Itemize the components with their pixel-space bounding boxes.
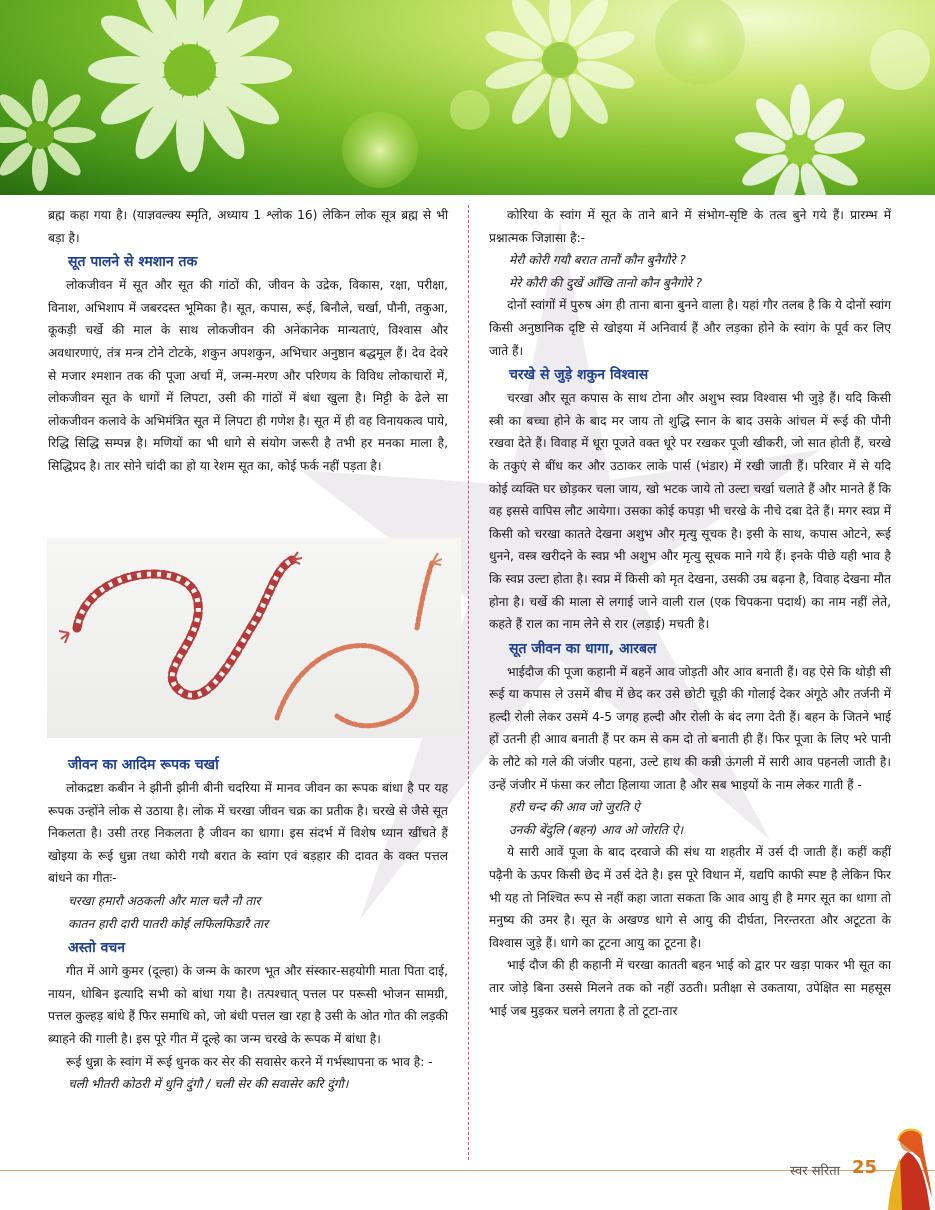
floral-pattern xyxy=(0,0,935,195)
paragraph: दोनों स्वांगों में पुरुष अंग ही ताना बाना बुनने वाला है। यहां गौर तलब है कि ये दोनों स्वांग किसी अनुष्ठानिक दृष्टि से खोइया में अनिवार्य हैं और लड़का होने के स्वांग के पूर्व कर लिए जाते हैं। xyxy=(489,298,891,358)
paragraph: गीत में आगे कुमर (दूल्हा) के जन्म के कारण भूत और संस्कार-सहयोगी माता पिता दाई, नायन, धोबिन इत्यादि सभी को बांधा गया है। तत्पश्चात् पत्तल पर परूसी भोजन सामग्री, पत्तल कुल्हड़ बांधे हैं फिर समाधि को, जो बंधी पत्तल खा रहा है उसी के ओत गोत की लड़की ब्याहने की गाली है। इस पूरे गीत में दूल्हे का जन्म चरखे के रूपक में बांधा है। xyxy=(48,964,448,1046)
thread-bracelets-photo xyxy=(47,538,461,738)
verse-line: मेरौ कोरी गयौ बरात तानौं कौन बुनैगौरे ? xyxy=(509,253,686,268)
paragraph: कोरिया के स्वांग में सूत के ताने बाने में संभोग-सृष्टि के तत्व बुने गये हैं। प्रारम्भ में प्रश्नात्मक जिज्ञासा है:- xyxy=(489,208,891,245)
section-heading: सूत पालने से श्मशान तक xyxy=(68,254,198,271)
column-divider xyxy=(468,205,469,1160)
left-column-lower xyxy=(48,752,448,1096)
paragraph: भाई दौज की ही कहानी में चरखा कातती बहन भाई को द्वार पर खड़ा पाकर भी सूत का तार जोड़े बिना उससे मिलने तक को नहीं उठती। प्रतीक्षा से उकताया, उपेक्षित सा महसूस भाई जब मुड़कर चलने लगता है तो टूटा-तार xyxy=(489,958,892,1018)
paragraph: ब्रह्म कहा गया है। (याज्ञवल्क्य स्मृति, अध्याय 1 श्लोक 16) लेकिन लोक सूत्र ब्रह्म से भी बड़ा है। xyxy=(48,208,448,245)
paragraph: चरखा और सूत कपास के साथ टोना और अशुभ स्वप्न विश्वास भी जुड़े हैं। यदि किसी स्त्री का बच्चा होने के बाद मर जाय तो शुद्धि स्नान के बाद उसके आंचल में रूई की पौनी रखवा देते हैं। विवाह में धूरा पूजते वक्त धूरे पर रखकर पूजी खीकरी, जो सात होती हैं, चरखे के तकुएं से बींध कर और उठाकर लाके पार्स (भंडार) में रखी जाती हैं। परिवार में से यदि कोई व्यक्ति घर छोड़कर चला जाय, खो भटक जाये तो उल्टा चर्खा चलाते हैं और मानते हैं कि वह इससे वापिस लौट आयेगा। उसका कोई कपड़ा भी चरखे के नीचे दबा देते हैं। मगर स्वप्न में किसी को चरखा कातते देखना अशुभ और मृत्यु सूचक है। इसी के साथ, कपास ओटने, रूई धुनने, वस्त्र खरीदने के स्वप्न भी अशुभ और मृत्यु सूचक माने गये हैं। इनके पीछे यही भाव है कि स्वप्न उल्टा होता है। स्वप्न में किसी को मृत देखना, उसकी उम्र बढ़ना है, विवाह देखना मौत होना है। चर्खे की माला से लगाई जाने वाली राल (एक चिपकना पदार्थ) का नाम नहीं लेते, कहते हैं राल का नाम लेने से रार (लड़ाई) मचती है। xyxy=(489,391,891,632)
header-banner-image xyxy=(0,0,935,195)
verse-line: चरखा हमारौ अठकली और माल चलै नौ तार xyxy=(68,893,261,908)
left-column xyxy=(48,204,448,478)
paragraph: ये सारी आवें पूजा के बाद दरवाजे की संध या शहतीर में उर्स दी जाती हैं। कहीं कहीं पढ़ैनी के ऊपर किसी छेद में उर्स देते है। इस पूरे विधान में, यद्यपि काफी स्पष्ट है लेकिन फिर भी यह तो निश्चित रूप से नहीं कहा जाता सकता कि आव आयु ही है मगर सूत का धागा तो मनुष्य की उमर है। सूत के अखण्ड धागे से आयु की दीर्घता, निरन्तरता और अटूटता के विश्वास जुड़े हैं। धागे का टूटना आयु का टूटना है। xyxy=(489,845,891,950)
woman-illustration-icon xyxy=(880,1118,935,1210)
verse-line: मेरे कौरी की दुखें आँखि तानो कौन बुनैगोरे ? xyxy=(509,275,702,290)
verse-line: चली भीतरी कोठरी में धुनि दुंगौ / चली सेर की सवासेर करि दुंगौ। xyxy=(68,1077,349,1092)
verse-line: उनकी बेंदुलि (बहन) आव ओ जोरति ऐ। xyxy=(509,822,684,837)
verse-line: हरी चन्द की आव जो जुरति ऐ xyxy=(509,800,640,815)
verse-line: कातन हारी दारी पातरी कोई लफिलफिडारै तार xyxy=(68,916,269,931)
paragraph: भाईदौज की पूजा कहानी में बहनें आव जोड़ती और आव बनाती हैं। वह ऐसे कि थोड़ी सी रूई या कपास ले उसमें बीच में छेद कर उसे छोटी चूड़ी की गोलाई देकर अंगूठे और तर्जनी में हल्दी रोली लेकर उसमें 4-5 जगह हल्दी और रोली के बंद लगा देती हैं। बहन के जितने भाई हों उतनी ही आाव बनाती हैं पर कम से कम दो तो बनाती ही हैं। फिर पूजा के लिए भरे पानी के लौटे को गले की जंजीर पहना, उल्टे हाथ की कन्नी ऊंगली में सारी आव पहनली जाती है। उन्हें जंजीर में फंसा कर लौटा हिलाया जाता है और सब भाइयों के नाम लेकर गाती हैं - xyxy=(489,664,891,792)
paragraph: रूई धुन्ना के स्वांग में रूई धुनक कर सेर की सवासेर करने में गर्भस्थापना क भाव है: - xyxy=(66,1054,433,1069)
right-column xyxy=(489,204,891,1022)
section-heading: सूत जीवन का धागा, आरबल xyxy=(509,640,657,657)
paragraph: लोकजीवन में सूत और सूत की गांठों की, जीवन के उद्रेक, विकास, रक्षा, परीक्षा, विनाश, अभिशाप में जबरदस्त भूमिका है। सूत, कपास, रूई, बिनौले, चर्खा, पौनी, तकुआ, कूकड़ी चर्खे की माल के साथ लोकजीवन की अनेकानेक मान्यताएं, विश्वास और अवधारणाएं, तंत्र मन्त्र टोने टोटके, शकुन अपशकुन, अभिचार अनुष्ठान बद्धमूल हैं। देव देवरे से मजार श्मशान तक की पूजा अर्चा में, जन्म-मरण और परिणय के विविध लोकाचारों में, लोकजीवन सूत के धागों में लिपटा, उसी की गांठों में बंधा खुला है। मिट्टी के ढेले सा लोकजीवन कलावे के अभिमंत्रित सूत में लिपटा ही गणेश है। सूत में ही वह विनायकत्व पाये, रिद्धि सिद्धि सम्पन्न है। मणियों का भी धागे से संयोग जरूरी है तभी हर मनका माला है, सिद्धिप्रद है। तार सोने चांदी का हो या रेशम सूत का, कोई फर्क नहीं पड़ता है। xyxy=(48,278,448,473)
magazine-name: स्वर सरिता xyxy=(790,1164,840,1179)
section-heading: अस्तो वचन xyxy=(68,940,126,957)
page-number: 25 xyxy=(852,1157,878,1178)
section-heading: जीवन का आदिम रूपक चर्खा xyxy=(68,757,219,773)
paragraph: लोकद्रष्टा कबीन ने झीनी झीनी बीनी चदरिया में मानव जीवन का रूपक बांधा है पर यह रूपक उन्होंने लोक से उठाया है। लोक में चरखा जीवन चक्र का प्रतीक है। चरखे से जैसे सूत निकलता है। उसी तरह निकलता है जीवन का धागा। इस संदर्भ में विशेष ध्यान खींचते हैं खोइया के रूई धुन्ना तथा कोरी गयौ बरात के स्वांग एवं बड़हार की दावत के वक्त पत्तल बांधने का गीतः- xyxy=(48,781,448,886)
section-heading: चरखे से जुड़े शकुन विश्वास xyxy=(509,367,649,384)
